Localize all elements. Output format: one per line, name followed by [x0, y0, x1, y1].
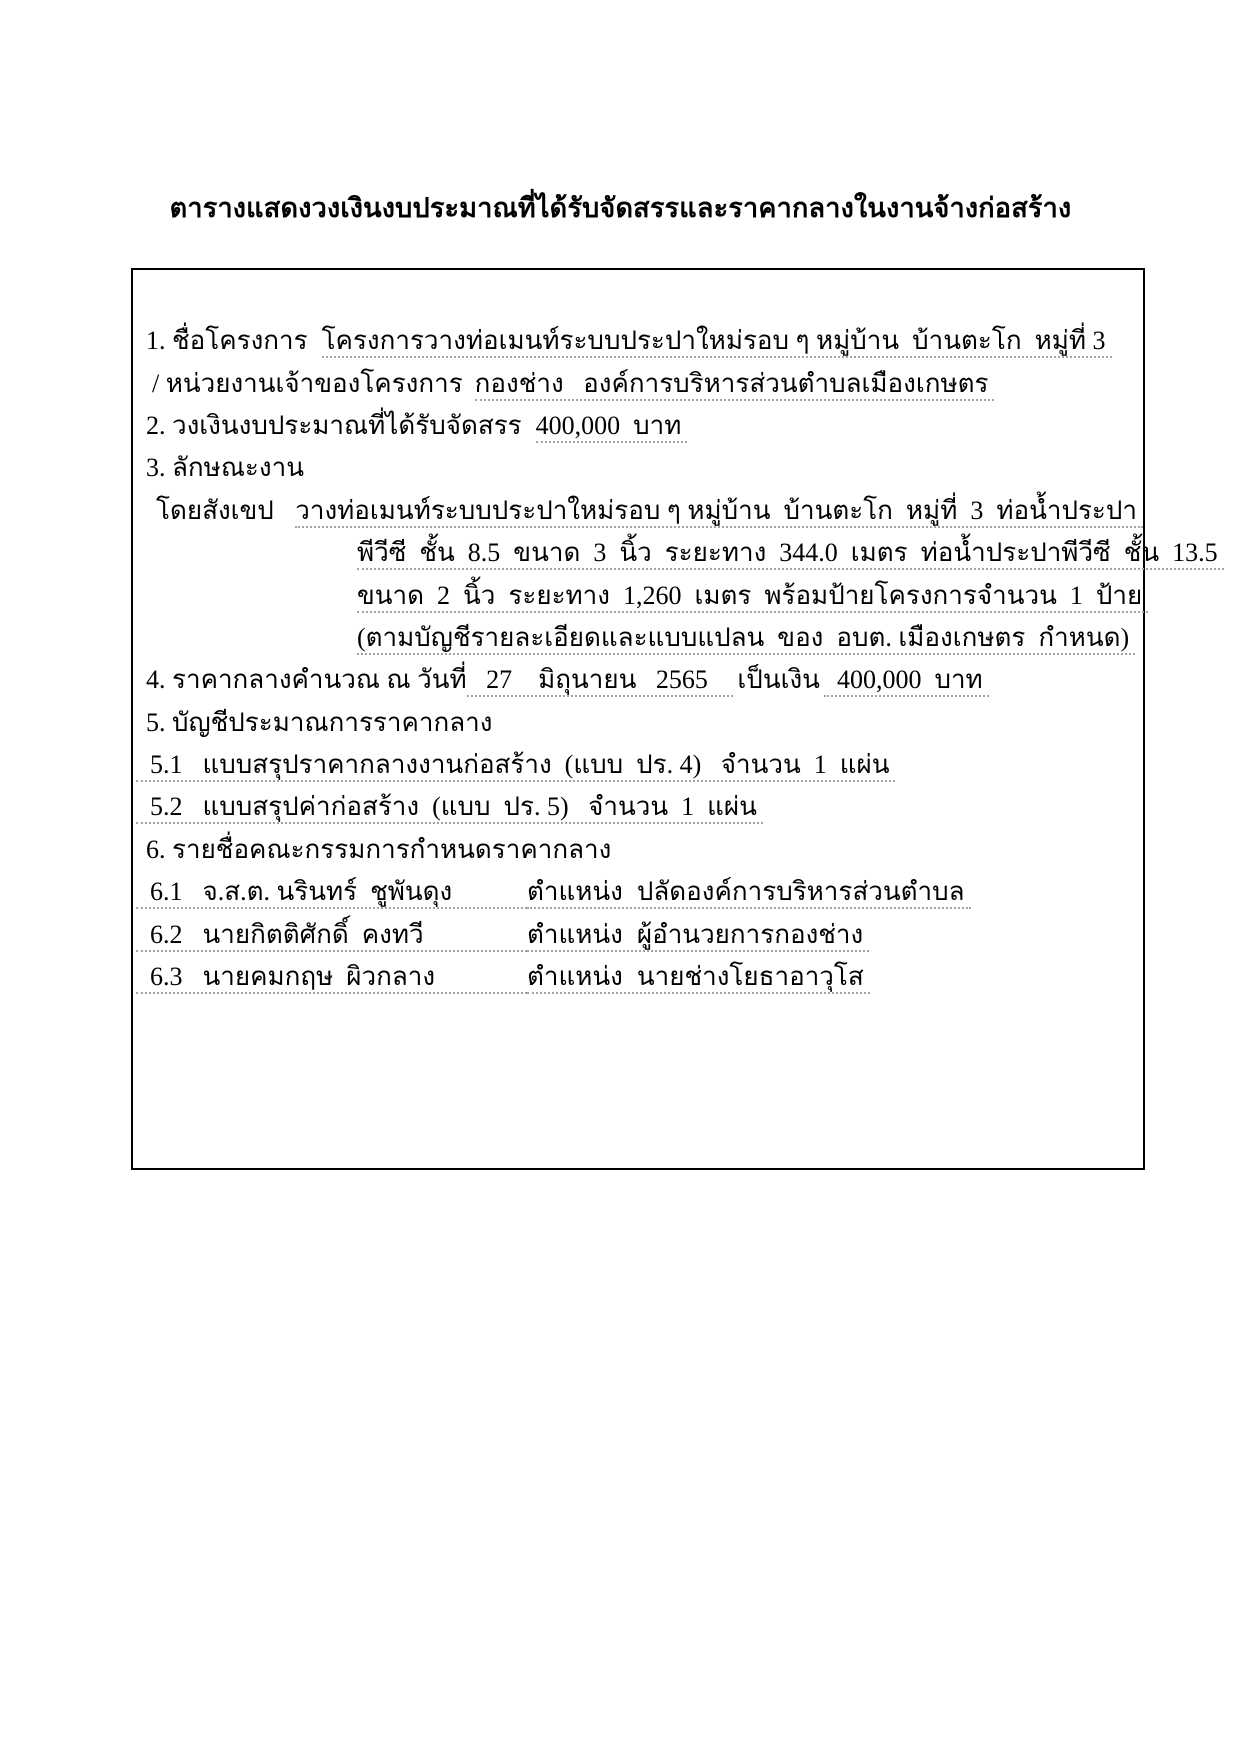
item-4-amount: 400,000 บาท	[824, 663, 989, 697]
item-3-para-row	[133, 574, 1143, 616]
item-2-value: 400,000 บาท	[536, 409, 688, 443]
committee-row	[133, 956, 1143, 998]
item-1-owner-value: กองช่าง องค์การบริหารส่วนตำบลเมืองเกษตร	[475, 367, 995, 401]
committee-row	[133, 871, 1143, 913]
item-2-label: 2. วงเงินงบประมาณที่ได้รับจัดสรร	[146, 410, 522, 440]
item-5-label: 5. บัญชีประมาณการราคากลาง	[146, 707, 493, 737]
committee-number: 6.3	[150, 962, 183, 992]
item-5-1-text: แบบสรุปราคากลางงานก่อสร้าง (แบบ ปร. 4) จำนวน 1 แผ่น	[202, 750, 890, 780]
item-4-label: 4. ราคากลางคำนวณ ณ วันที่	[146, 665, 467, 695]
item-1-owner-row	[133, 362, 1143, 404]
committee-name-cell	[136, 875, 527, 909]
committee-name-cell	[136, 918, 527, 952]
item-4-mid-label: เป็นเงิน	[737, 665, 820, 695]
position-label: ตำแหน่ง	[527, 919, 623, 949]
item-3-line-3: ขนาด 2 นิ้ว ระยะทาง 1,260 เมตร พร้อมป้ายโครงการจำนวน 1 ป้าย	[357, 579, 1148, 613]
item-2-row	[133, 405, 1143, 447]
item-6-row	[133, 829, 1143, 871]
page-title: ตารางแสดงวงเงินงบประมาณที่ได้รับจัดสรรและราคากลางในงานจ้างก่อสร้าง	[169, 193, 1072, 223]
item-3-para-row	[133, 532, 1218, 574]
item-5-2-line	[136, 790, 763, 824]
item-5-1-line	[136, 748, 895, 782]
item-5-1-row	[133, 744, 1143, 786]
position-label: ตำแหน่ง	[527, 877, 623, 907]
committee-name-cell	[136, 960, 527, 994]
committee-position-cell	[527, 918, 869, 952]
item-6-label: 6. รายชื่อคณะกรรมการกำหนดราคากลาง	[146, 834, 612, 864]
committee-number: 6.1	[150, 877, 183, 907]
committee-position-cell	[527, 875, 971, 909]
item-1-value: โครงการวางท่อเมนท์ระบบประปาใหม่รอบ ๆ หมู่บ้าน บ้านตะโก หมู่ที่ 3	[322, 324, 1112, 358]
item-1-row	[133, 320, 1143, 362]
committee-name: นายกิตติศักดิ์ คงทวี	[202, 919, 424, 949]
committee-name: จ.ส.ต. นรินทร์ ชูพันดุง	[202, 877, 453, 907]
item-3-para-row	[133, 617, 1143, 659]
item-1-owner-label: / หน่วยงานเจ้าของโครงการ	[152, 368, 463, 398]
committee-number: 6.2	[150, 919, 183, 949]
item-5-2-number: 5.2	[150, 792, 183, 822]
position-value: นายช่างโยธาอาวุโส	[636, 962, 864, 992]
committee-row	[133, 913, 1143, 955]
content-box	[131, 268, 1218, 1170]
item-3-line-4: (ตามบัญชีรายละเอียดและแบบแปลน ของ อบต. เมืองเกษตร กำหนด)	[357, 621, 1135, 655]
committee-name: นายคมกฤษ ผิวกลาง	[202, 962, 436, 992]
position-value: ปลัดองค์การบริหารส่วนตำบล	[636, 877, 965, 907]
item-3-line-2: พีวีซี ชั้น 8.5 ขนาด 3 นิ้ว ระยะทาง 344.0 เมตร ท่อน้ำประปาพีวีซี ชั้น 13.5	[357, 536, 1224, 570]
item-5-2-row	[133, 786, 1143, 828]
item-3-line-1: วางท่อเมนท์ระบบประปาใหม่รอบ ๆ หมู่บ้าน บ้านตะโก หมู่ที่ 3 ท่อน้ำประปา	[295, 494, 1143, 528]
item-3-brief-row	[133, 490, 1143, 532]
item-4-row	[133, 659, 1143, 701]
item-5-2-text: แบบสรุปค่าก่อสร้าง (แบบ ปร. 5) จำนวน 1 แผ่น	[202, 792, 757, 822]
position-value: ผู้อำนวยการกองช่าง	[636, 919, 864, 949]
item-3-label: 3. ลักษณะงาน	[146, 453, 304, 483]
item-5-row	[133, 702, 1143, 744]
item-3-brief-label: โดยสังเขป	[156, 495, 274, 525]
position-label: ตำแหน่ง	[527, 962, 623, 992]
item-3-row	[133, 447, 1143, 489]
item-4-date: 27 มิถุนายน 2565	[467, 663, 734, 697]
committee-position-cell	[527, 960, 870, 994]
item-1-label: 1. ชื่อโครงการ	[146, 326, 308, 356]
item-5-1-number: 5.1	[150, 750, 183, 780]
